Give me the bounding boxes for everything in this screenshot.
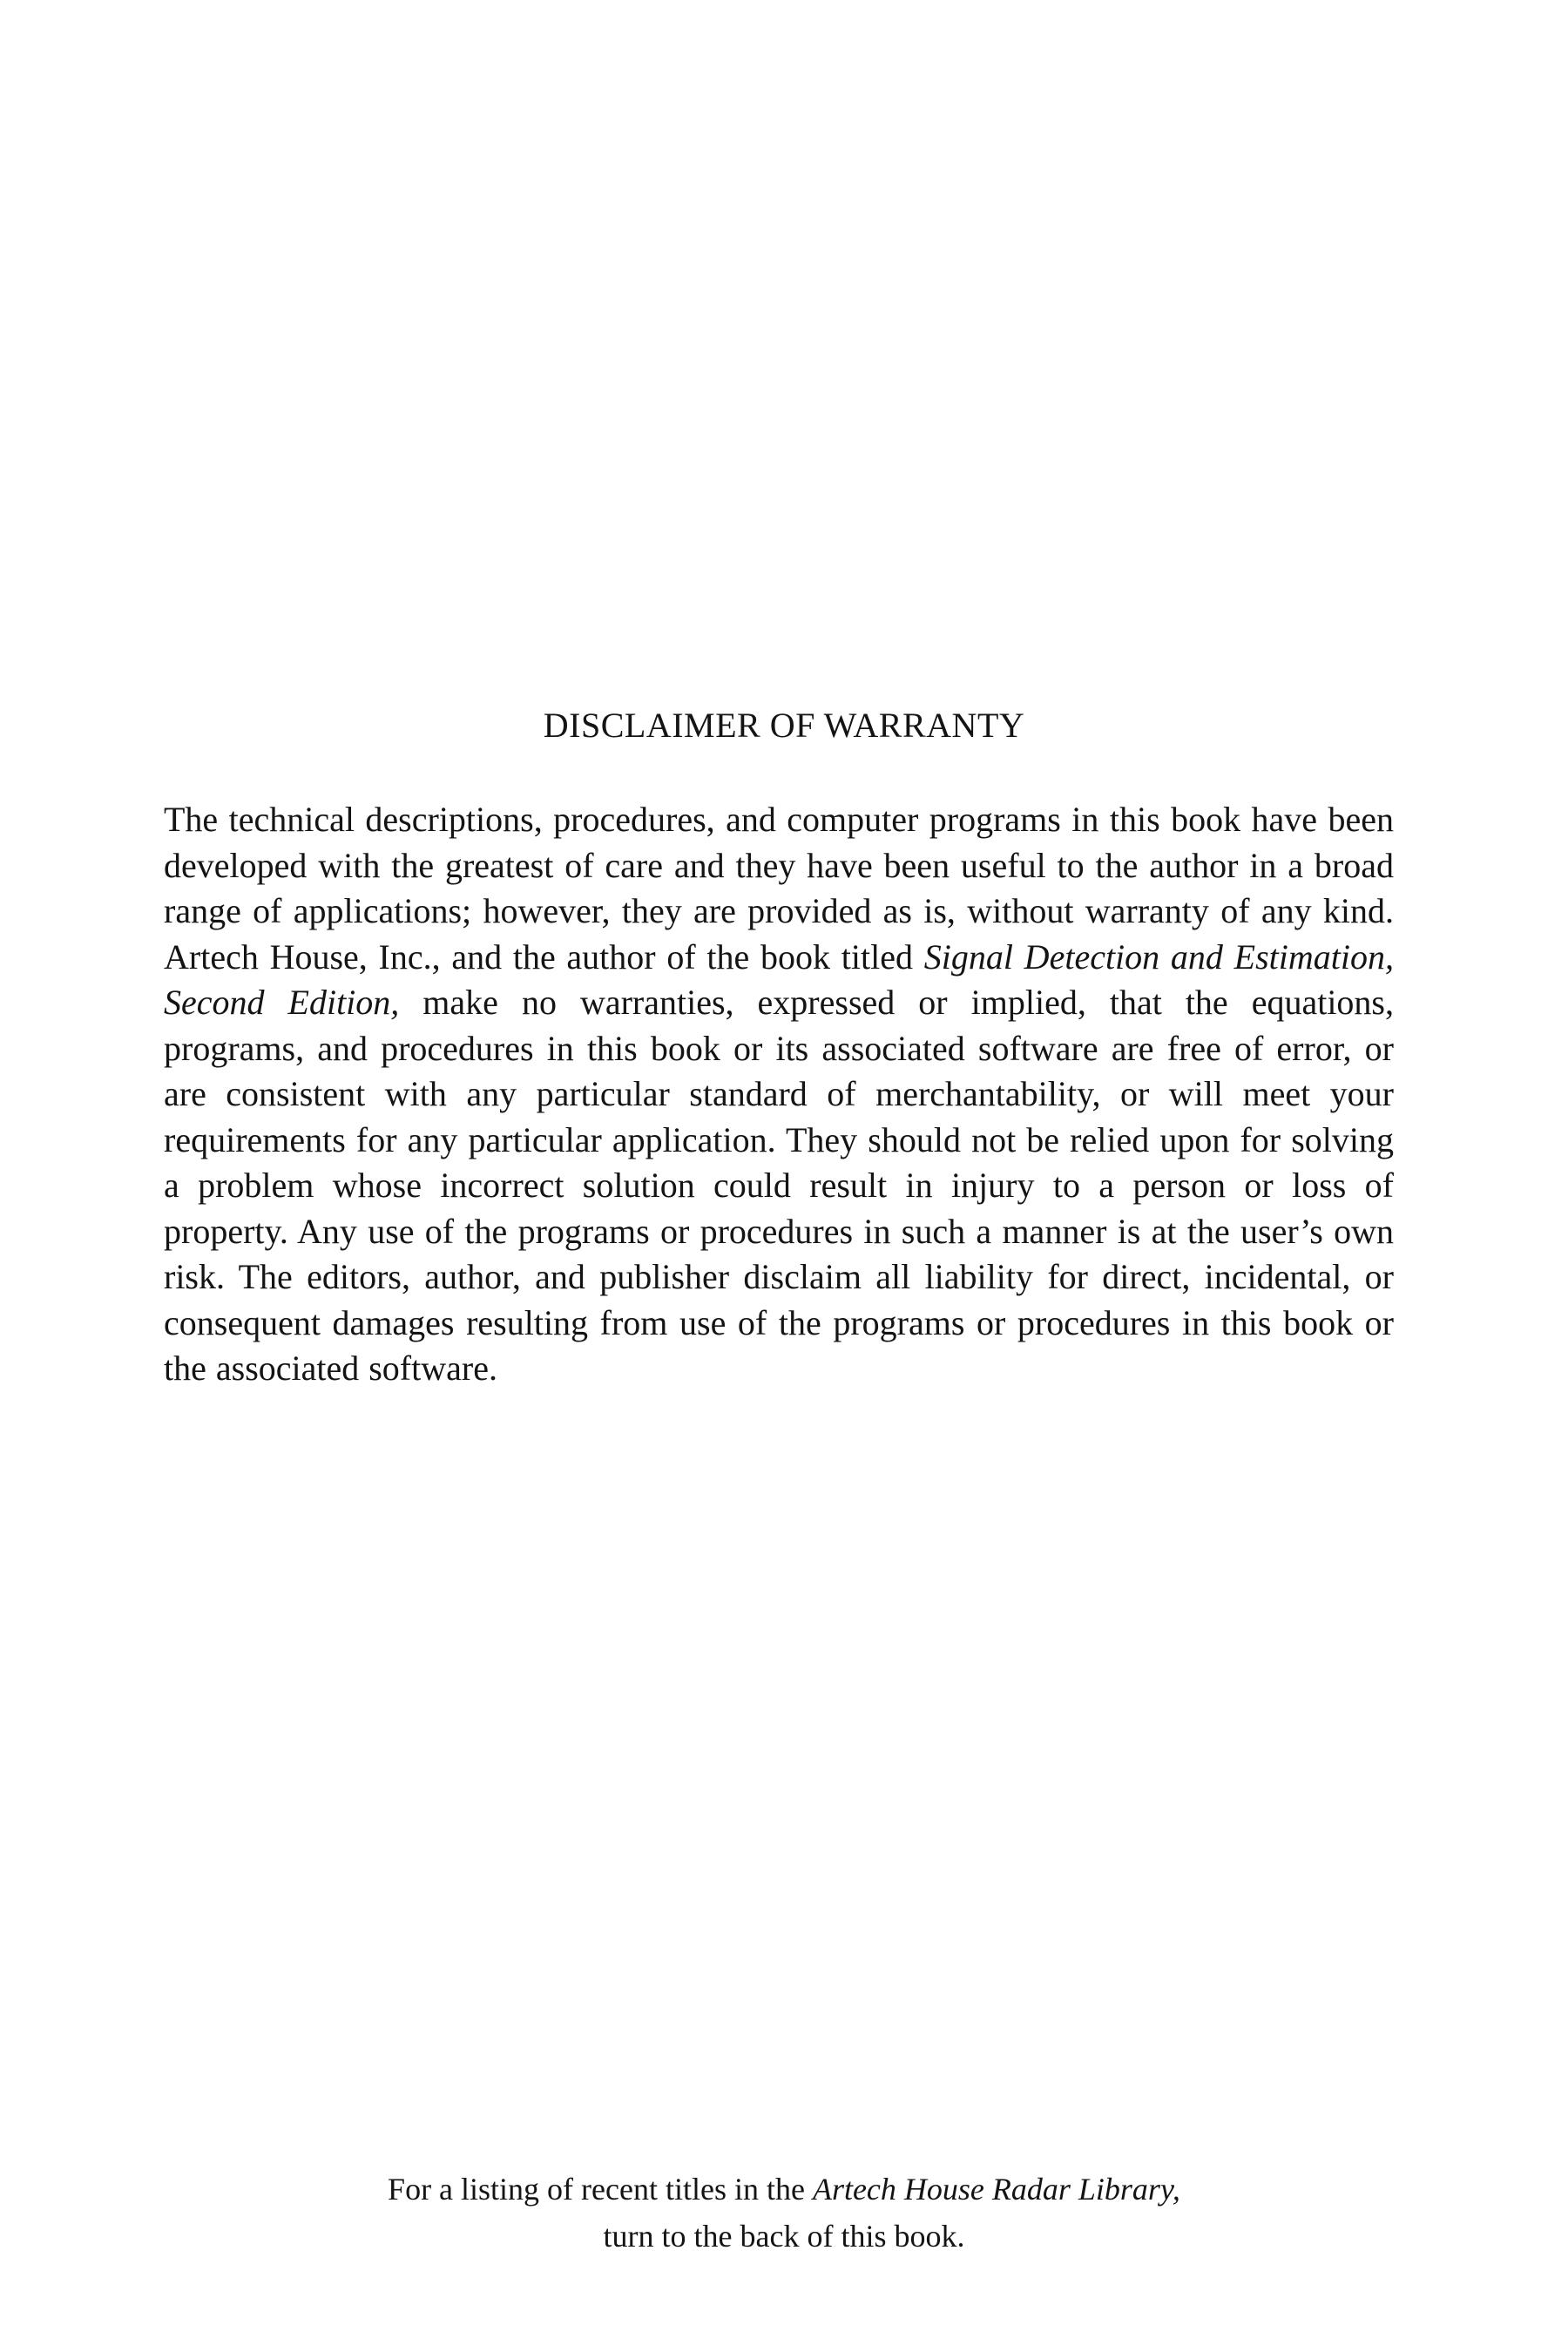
book-title: Signal Detection and Estimation, Second Edition,: [164, 936, 1394, 1022]
footer-line-1-prefix: For a listing of recent titles in the: [388, 2172, 813, 2207]
disclaimer-paragraph: [164, 797, 1394, 1392]
page-title: DISCLAIMER OF WARRANTY: [543, 706, 1025, 745]
library-name: Artech House Radar Library,: [812, 2172, 1180, 2207]
footer-line-2: turn to the back of this book.: [603, 2219, 965, 2254]
disclaimer-text-part1: The technical descriptions, procedures, and computer programs in this book have been developed with the greatest of care and they have been useful to the author in a broad range of applications; however, they are provided as is, without warranty of any kind. Artech House, Inc., and the author of the book titled: [164, 800, 1394, 977]
footer-line-1: [0, 2166, 1568, 2213]
disclaimer-text-part2: make no warranties, expressed or implied, that the equations, programs, and procedures in this book or its associated software are free of error, or are consistent with any particular standard of merchantability, or will meet your requirements for any particular application. They should not be relied upon for solving a problem whose incorrect solution could result in injury to a person or loss of property. Any use of the programs or procedures in such a manner is at the user’s own risk. The editors, author, and publisher disclaim all liability for direct, incidental, or consequent damages resulting from use of the programs or procedures in this book or the associated software.: [164, 983, 1395, 1388]
footer-note: [0, 2166, 1568, 2260]
